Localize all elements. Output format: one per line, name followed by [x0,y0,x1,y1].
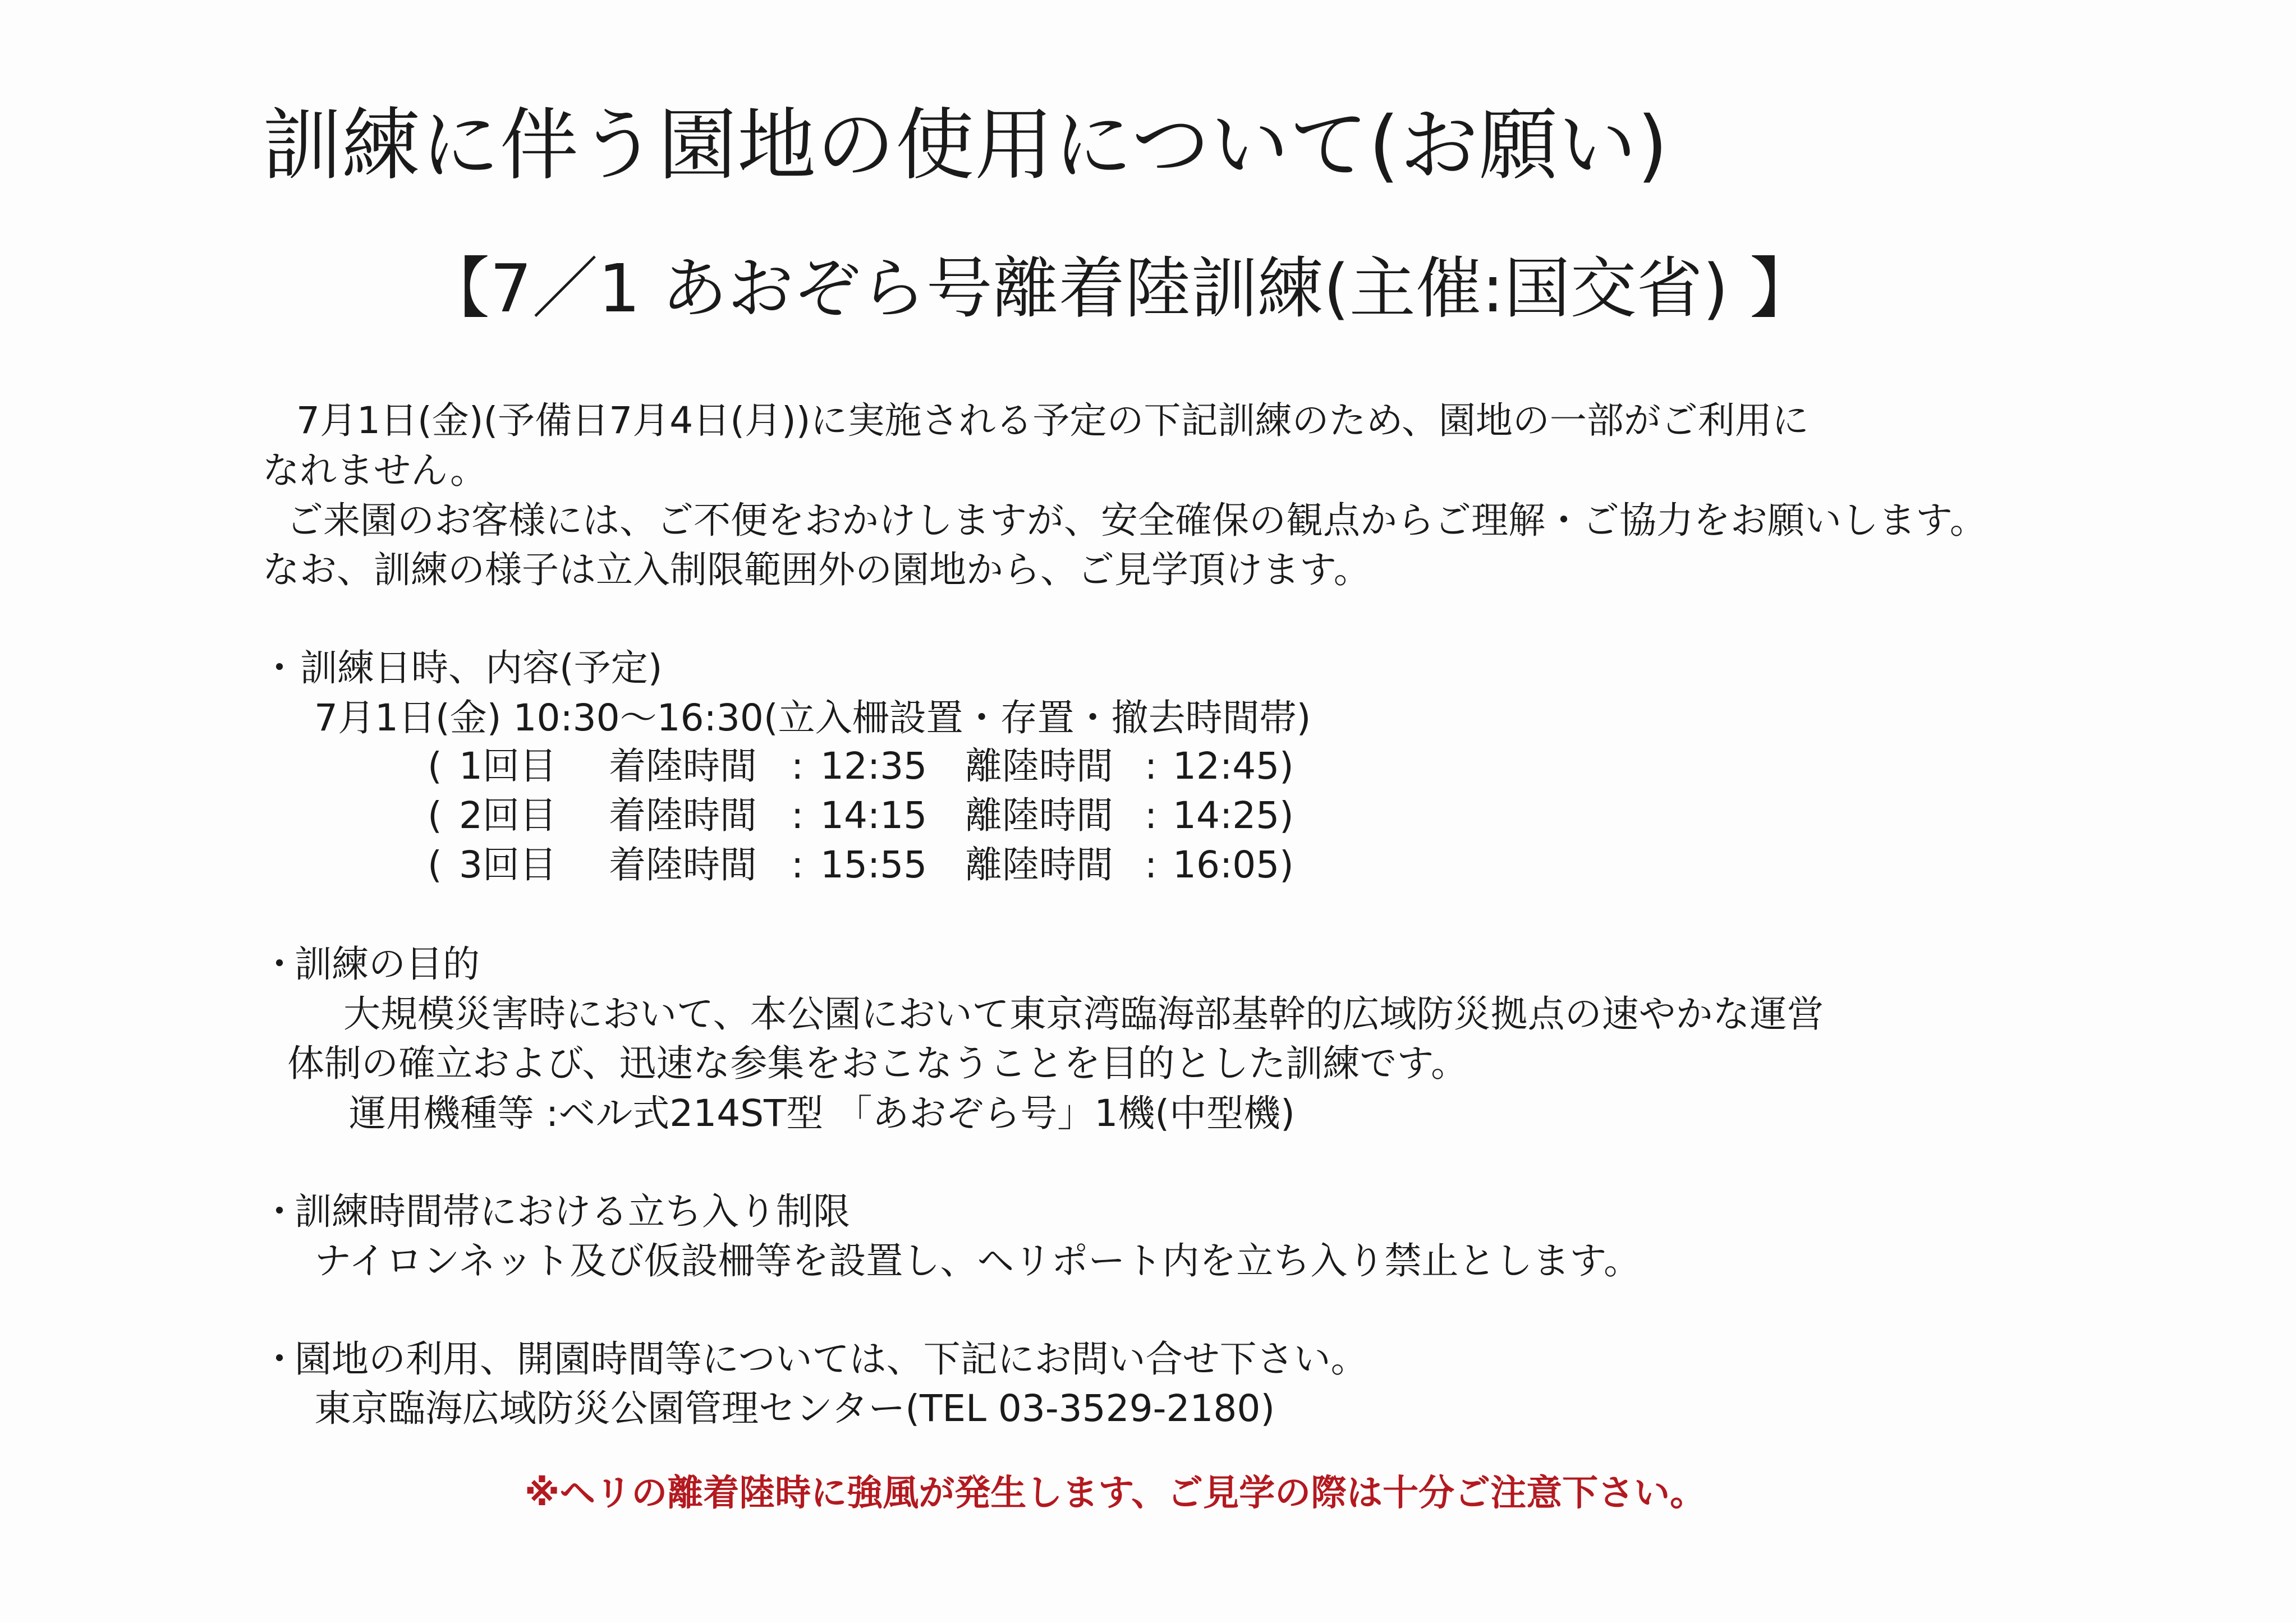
bullet-mark: ・ [261,942,298,986]
round-label: 1回目 [459,744,557,788]
purpose-heading [261,942,480,986]
purpose-line-2: 体制の確立および、迅速な参集をおこなうことを目的とした訓練です。 [287,1042,1468,1085]
takeoff-label: 離陸時間 [965,794,1113,837]
restriction-line-1: ナイロンネット及び仮設柵等を設置し、ヘリポート内を立ち入り禁止とします。 [314,1239,1641,1282]
intro-line-1: 7月1日(金)(予備日7月4日(月))に実施される予定の下記訓練のため、園地の一部がご利用に [296,399,1809,442]
takeoff-label: 離陸時間 [965,744,1113,788]
schedule-heading-text: 訓練日時、内容(予定) [300,646,663,689]
page-title: 訓練に伴う園地の使用について(お願い) [263,100,1669,191]
landing-label: 着陸時間 [609,794,757,837]
aircraft-line: 運用機種等 :ベル式214ST型 「あおぞら号」1機(中型機) [349,1092,1295,1135]
round-label: 3回目 [459,843,557,886]
bullet-mark: ・ [261,1190,298,1233]
contact-heading [261,1337,1368,1381]
restriction-heading [261,1190,850,1233]
intro-line-2: なれません。 [263,449,487,492]
schedule-date-line: 7月1日(金) 10:30～16:30(立入柵設置・存置・撤去時間帯) [314,696,1311,739]
takeoff-time: 14:25 [1173,794,1280,837]
intro-line-4: なお、訓練の様子は立入制限範囲外の園地から、ご見学頂けます。 [263,548,1371,591]
landing-label: 着陸時間 [609,843,757,886]
landing-label: 着陸時間 [609,744,757,788]
purpose-line-1: 大規模災害時において、本公園において東京湾臨海部基幹的広域防災拠点の速やかな運営 [343,992,1824,1036]
bullet-mark: ・ [261,646,298,689]
event-subtitle: 【7／1 あおぞら号離着陸訓練(主催:国交省) 】 [424,250,1816,327]
schedule-heading [261,646,663,689]
bullet-mark: ・ [261,1337,298,1381]
intro-line-3: ご来園のお客様には、ご不便をおかけしますが、安全確保の観点からご理解・ご協力をお願いします。 [286,499,1987,542]
landing-time: 15:55 [820,843,927,886]
takeoff-time: 12:45 [1173,744,1280,788]
round-label: 2回目 [459,794,557,837]
contact-line: 東京臨海広域防災公園管理センター(TEL 03-3529-2180) [314,1387,1275,1430]
takeoff-label: 離陸時間 [965,843,1113,886]
takeoff-time: 16:05 [1173,843,1280,886]
landing-time: 12:35 [820,744,927,788]
notice-page: 訓練に伴う園地の使用について(お願い) 【7／1 あおぞら号離着陸訓練(主催:国交省) 】 7月1日(金)(予備日7月4日(月))に実施される予定の下記訓練のため、園地の一部がご利用に なれません。 ご来園のお客様には、ご不便をおかけしますが、安全確保の観点からご理解・ご協力をお願いします。 なお、訓練の様子は立入制限範囲外の園地から、ご見学頂けます。 ・訓練日時、内容(予定) 7月1日(金) 10:30～16:30(立入柵設置・存置・撤去時間帯) ( 1回目 着陸時間 : 12:35 離陸時間 : 12:45 ) ( 2回目 着陸時間 : 14:15 離陸時間 : 14:25 ) ( 3回目 着陸時間 : 15:55 離陸時間 : 16:05 ) ・訓練の目的 大規模災害時において、本公園において東京湾臨海部基幹的広域防災拠点の速やかな運営 体制の確立および、迅速な参集をおこなうことを目的とした訓練です。 運用機種等 :ベル式214ST型 「あおぞら号」1機(中型機) ・訓練時間帯における立ち入り制限 ナイロンネット及び仮設柵等を設置し、ヘリポート内を立ち入り禁止とします。 ・園地の利用、開園時間等については、下記にお問い合せ下さい。 東京臨海広域防災公園管理センター(TEL 03-3529-2180) ※ヘリの離着陸時に強風が発生します、ご見学の際は十分ご注意下さい。 [0,0,2296,1623]
purpose-heading-text: 訓練の目的 [295,942,480,986]
warning-note: ※ヘリの離着陸時に強風が発生します、ご見学の際は十分ご注意下さい。 [525,1473,1706,1514]
landing-time: 14:15 [820,794,927,837]
contact-heading-text: 園地の利用、開園時間等については、下記にお問い合せ下さい。 [295,1337,1368,1381]
restriction-heading-text: 訓練時間帯における立ち入り制限 [295,1190,850,1233]
